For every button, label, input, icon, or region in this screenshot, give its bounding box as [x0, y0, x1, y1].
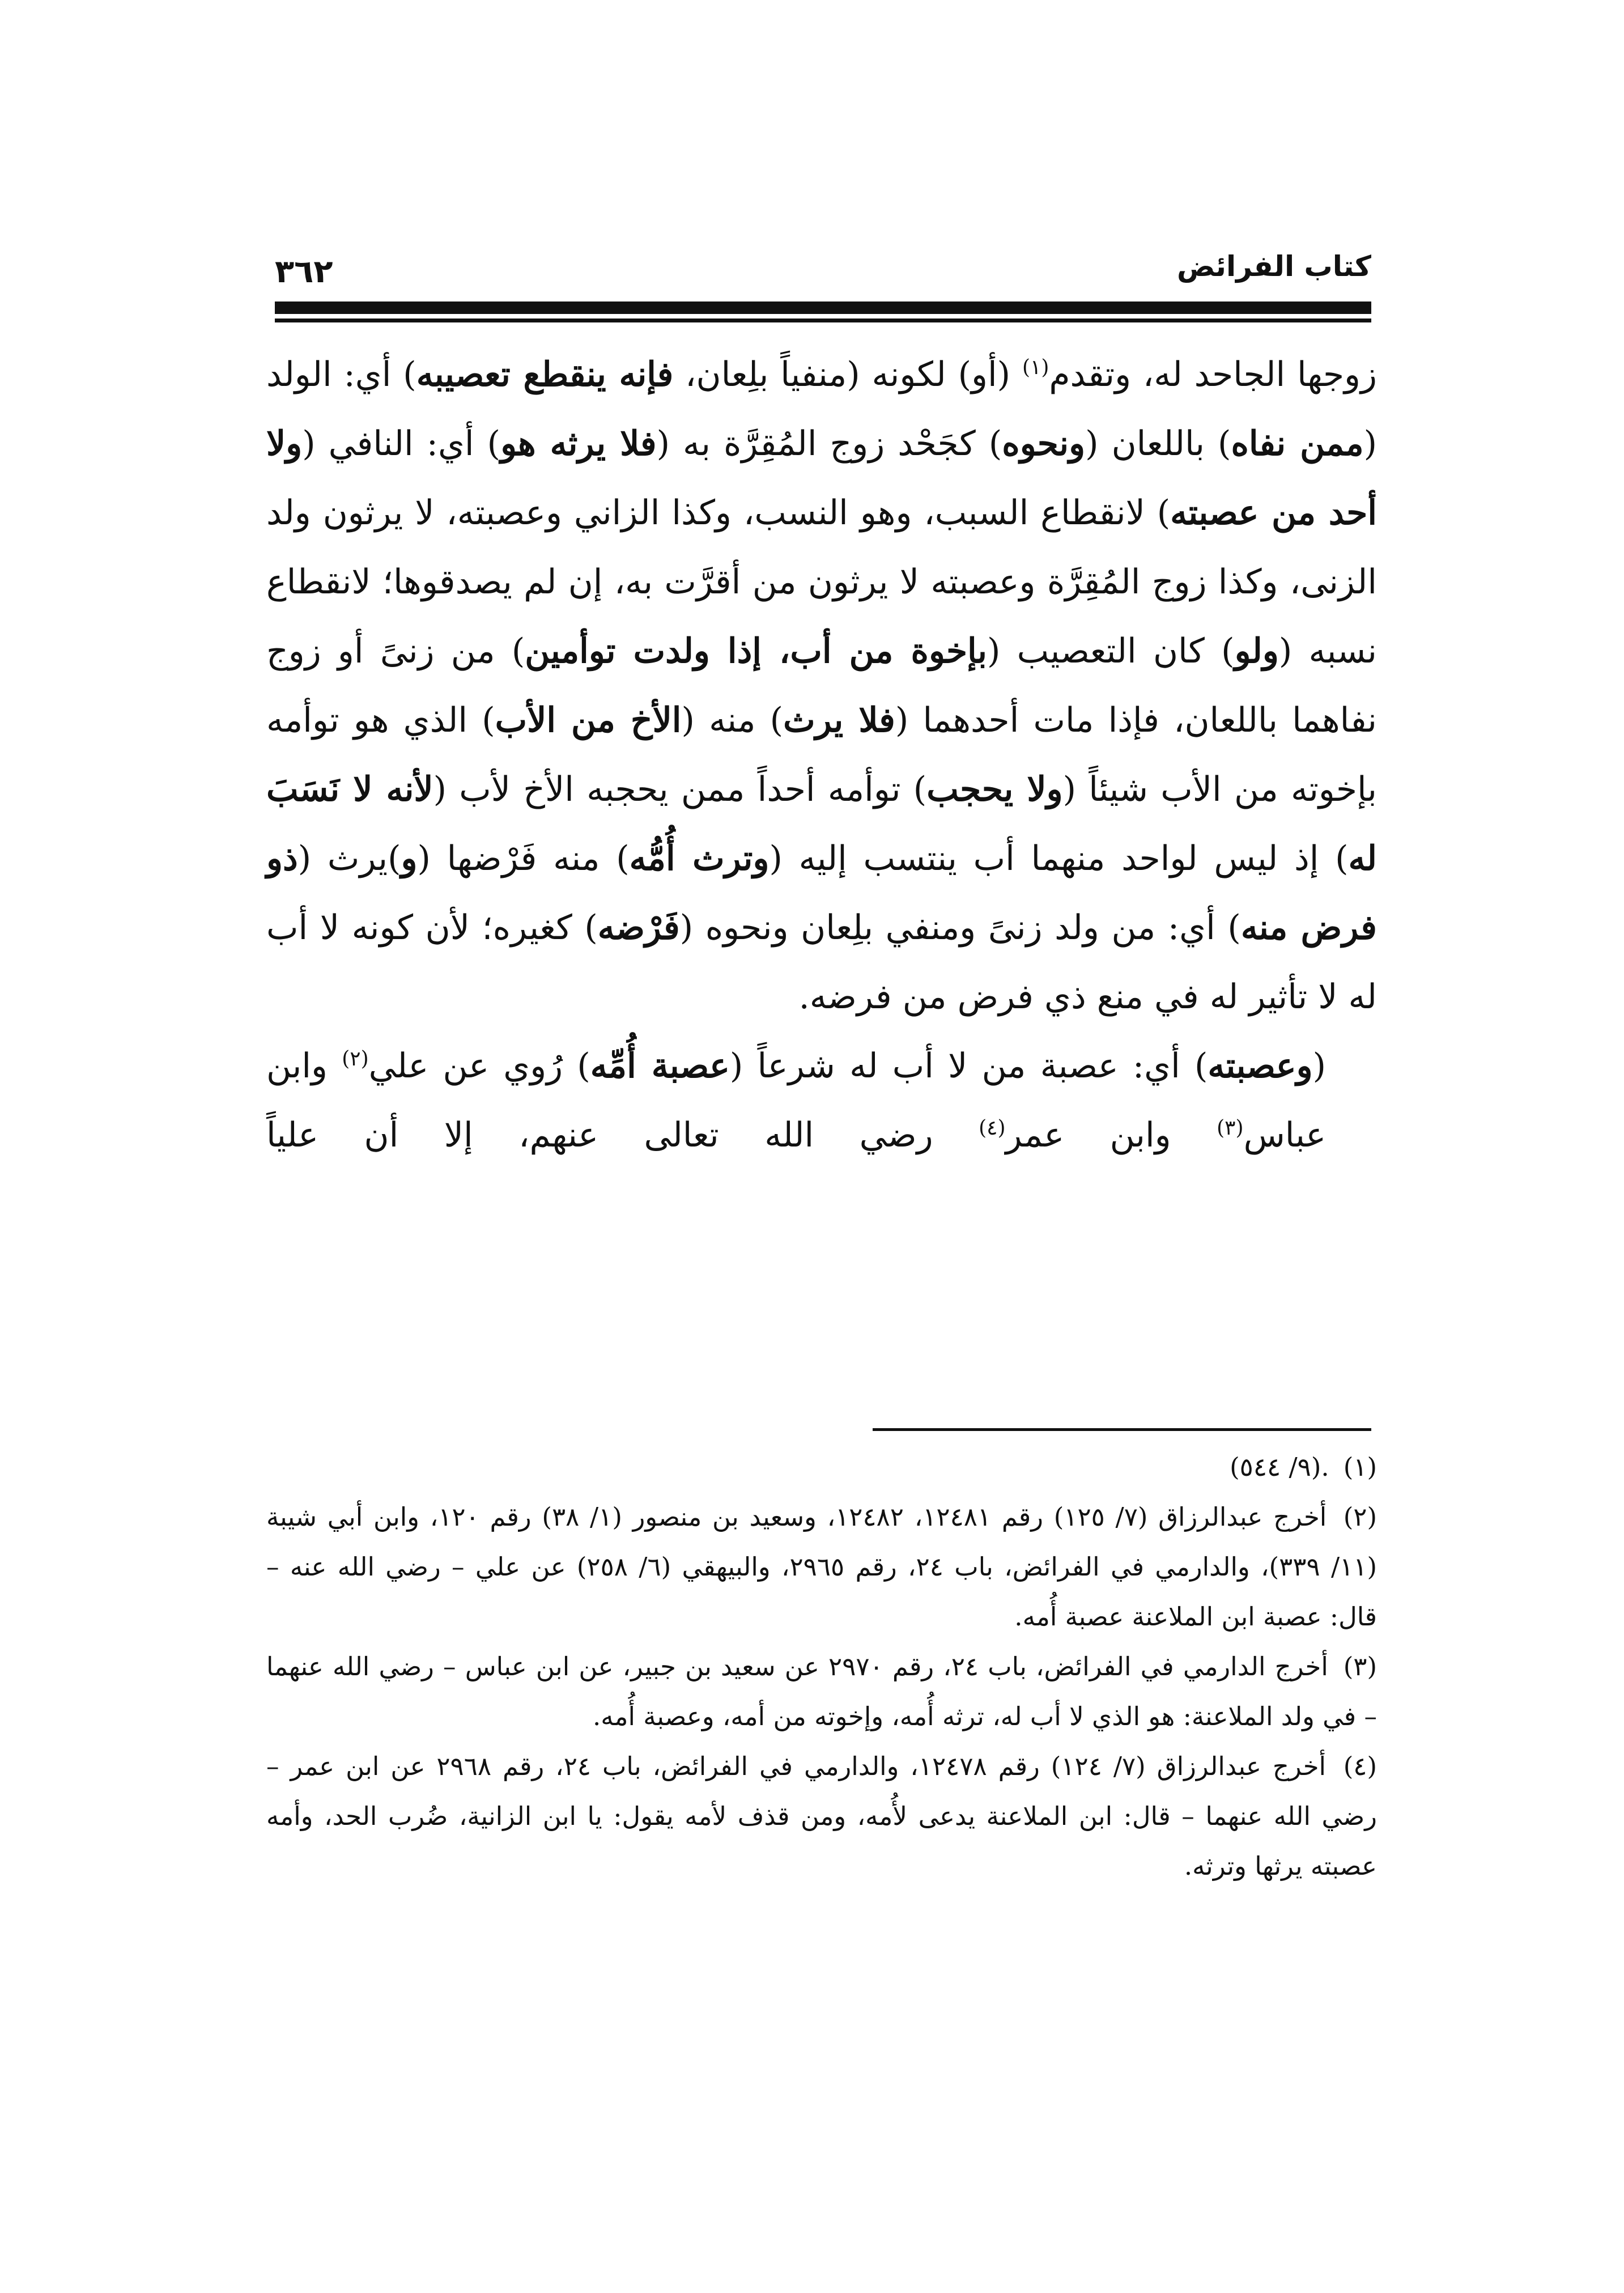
- footnote-divider: [873, 1428, 1371, 1431]
- header-rule: [275, 302, 1371, 314]
- page-number: ٣٦٢: [275, 253, 333, 290]
- footnote-4: [266, 1742, 1377, 1891]
- footnote-number: (٣): [1343, 1651, 1378, 1681]
- footnote-text: أخرج عبدالرزاق (٧/ ١٢٤) رقم ١٢٤٧٨، والدارمي في الفرائض، باب ٢٤، رقم ٢٩٦٨ عن ابن عمر – رضي الله عنهما – قال: ابن الملاعنة يدعى لأُمه، ومن قذف لأمه يقول: يا ابن الزانية، ضُرب الحد، وأمه عصبته يرثها وترثه.: [266, 1751, 1377, 1881]
- main-text: [266, 340, 1377, 1377]
- footnote-marker-3: (٣): [1217, 1116, 1244, 1140]
- footnote-marker-2: (٢): [342, 1047, 369, 1071]
- running-header: [275, 244, 1371, 295]
- footnote-number: (١): [1343, 1452, 1377, 1482]
- footnote-1: [266, 1442, 1377, 1492]
- paragraph-2: (وعصبته) أي: عصبة من لا أب له شرعاً (عصبة أُمِّه) رُوي عن علي$^{(٢)}$ وابن عباس$^{(٣)}$ وابن عمر$^{(٤)}$ رضي الله تعالى عنهم، إلا أن علياً: [266, 1046, 1326, 1155]
- footnote-3: [266, 1642, 1377, 1742]
- footnotes: [266, 1442, 1377, 1891]
- footnote-number: (٤): [1343, 1751, 1378, 1781]
- footnote-2: [266, 1492, 1377, 1642]
- paragraph-1: زوجها الجاحد له، وتقدم$^{(١)}$ (أو) لكونه (منفياً بلِعان، فإنه ينقطع تعصيبه) أي: الولد (ممن نفاه) باللعان (ونحوه) كجَحْد زوج المُقِرَّة به (فلا يرثه هو) أي: النافي (ولا أحد من عصبته) لانقطاع السبب، وهو النسب، وكذا الزاني وعصبته، لا يرثون ولد الزنى، وكذا زوج المُقِرَّة وعصبته لا يرثون من أقرَّت به، إن لم يصدقوها؛ لانقطاع نسبه (ولو) كان التعصيب (بإخوة من أب، إذا ولدت توأمين) من زنىً أو زوج نفاهما باللعان، فإذا مات أحدهما (فلا يرث) منه (الأخ من الأب) الذي هو توأمه بإخوته من الأب شيئاً (ولا يحجب) توأمه أحداً ممن يحجبه الأخ لأب (لأنه لا نَسَبَ له) إذ ليس لواحد منهما أب ينتسب إليه (وترث أُمُّه) منه فَرْضها (و)يرث (ذو فرض منه) أي: من ولد زنىً ومنفي بلِعان ونحوه (فَرْضه) كغيره؛ لأن كونه لا أب له لا تأثير له في منع ذي فرض من فرضه.: [266, 355, 1378, 1017]
- footnote-marker-1: (١): [1022, 356, 1049, 379]
- header-rule-thin: [275, 319, 1371, 322]
- footnote-text: .(٩/ ٥٤٤): [1230, 1452, 1329, 1482]
- footnote-text: أخرج عبدالرزاق (٧/ ١٢٥) رقم ١٢٤٨١، ١٢٤٨٢، وسعيد بن منصور (١/ ٣٨) رقم ١٢٠، وابن أبي شيبة (١١/ ٣٣٩)، والدارمي في الفرائض، باب ٢٤، رقم ٢٩٦٥، والبيهقي (٦/ ٢٥٨) عن علي – رضي الله عنه – قال: عصبة ابن الملاعنة عصبة أُمه.: [266, 1502, 1378, 1632]
- footnote-number: (٢): [1343, 1502, 1378, 1532]
- book-title: كتاب الفرائض: [1176, 250, 1371, 283]
- footnote-marker-4: (٤): [979, 1116, 1006, 1140]
- footnote-text: أخرج الدارمي في الفرائض، باب ٢٤، رقم ٢٩٧٠ عن سعيد بن جبير، عن ابن عباس – رضي الله عنهما – في ولد الملاعنة: هو الذي لا أب له، ترثه أُمه، وإخوته من أمه، وعصبة أُمه.: [266, 1651, 1377, 1731]
